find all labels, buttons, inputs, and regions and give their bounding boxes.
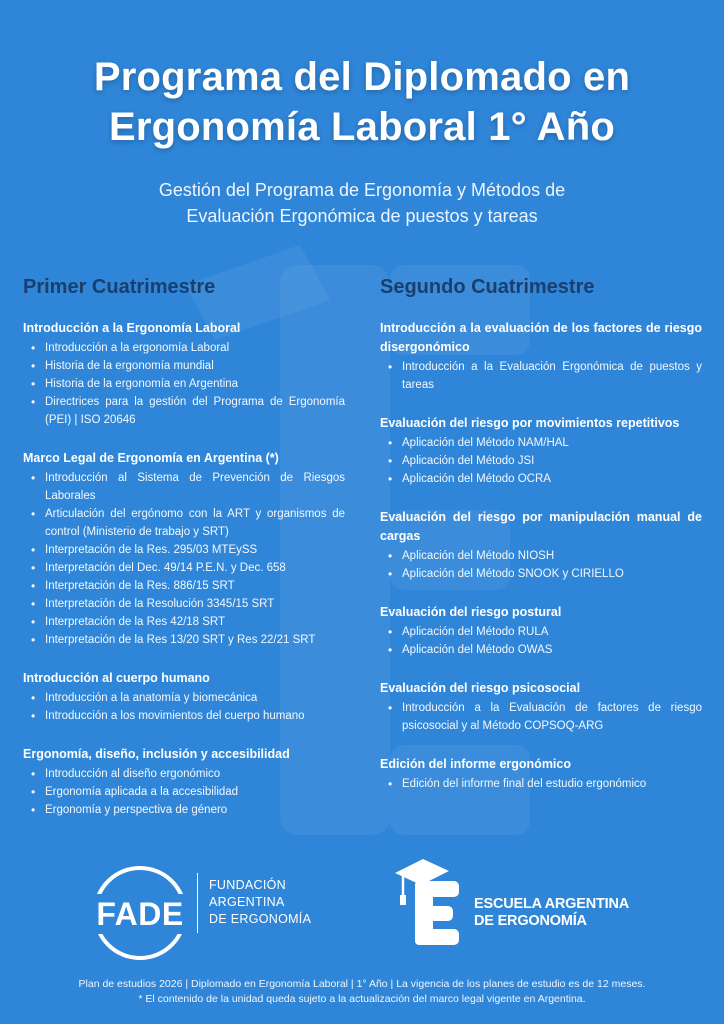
topic-list — [380, 623, 702, 659]
list-item: • Aplicación del Método JSI — [380, 452, 702, 470]
list-item: • Aplicación del Método NIOSH — [380, 547, 702, 565]
graduation-cap-e-icon — [393, 857, 465, 949]
logo-divider — [197, 873, 198, 933]
subtitle-line-2: Evaluación Ergonómica de puestos y tareas — [186, 206, 538, 226]
footer-line-2: * El contenido de la unidad queda sujeto a la actualización del marco legal vigente en Argentina. — [138, 993, 586, 1005]
list-item: • Interpretación de la Res 42/18 SRT — [23, 613, 345, 631]
fade-logo — [90, 858, 200, 968]
list-item: • Aplicación del Método OWAS — [380, 641, 702, 659]
section-manipulacion-cargas — [380, 508, 702, 583]
list-item: • Aplicación del Método RULA — [380, 623, 702, 641]
first-semester-heading: Primer Cuatrimestre — [23, 276, 216, 298]
list-item: • Interpretación de la Res. 295/03 MTEySS — [23, 541, 345, 559]
list-item: • Aplicación del Método OCRA — [380, 470, 702, 488]
section-factores-riesgo — [380, 319, 702, 394]
topic-list — [23, 469, 345, 649]
list-item: • Historia de la ergonomía en Argentina — [23, 375, 345, 393]
section-movimientos-repetitivos — [380, 414, 702, 488]
fade-name-line: ARGENTINA — [209, 895, 285, 909]
first-semester-column — [23, 275, 345, 839]
second-semester-heading: Segundo Cuatrimestre — [380, 276, 595, 298]
list-item: • Ergonomía y perspectiva de género — [23, 801, 345, 819]
escuela-name — [474, 896, 629, 930]
topic-list — [23, 339, 345, 429]
section-marco-legal — [23, 449, 345, 649]
list-item: • Directrices para la gestión del Programa de Ergonomía (PEI) | ISO 20646 — [23, 393, 345, 429]
title-line-1: Programa del Diplomado en — [93, 55, 631, 99]
section-intro-ergonomia — [23, 319, 345, 429]
list-item: • Introducción a los movimientos del cuerpo humano — [23, 707, 345, 725]
topic-list — [380, 358, 702, 394]
fade-name-line: FUNDACIÓN — [209, 878, 287, 892]
section-title: Evaluación del riesgo psicosocial — [380, 681, 581, 695]
section-diseno-inclusion — [23, 745, 345, 819]
list-item: • Introducción a la ergonomía Laboral — [23, 339, 345, 357]
topic-list — [380, 775, 702, 793]
section-title: Evaluación del riesgo por manipulación manual de cargas — [380, 510, 702, 543]
list-item: • Introducción a la Evaluación de factores de riesgo psicosocial y al Método COPSOQ-ARG — [380, 699, 702, 735]
list-item: • Interpretación de la Res. 886/15 SRT — [23, 577, 345, 595]
list-item: • Introducción a la Evaluación Ergonómica de puestos y tareas — [380, 358, 702, 394]
section-title: Ergonomía, diseño, inclusión y accesibilidad — [23, 747, 290, 761]
list-item: • Introducción al diseño ergonómico — [23, 765, 345, 783]
footer-notes — [0, 977, 724, 1007]
section-title: Introducción a la evaluación de los factores de riesgo disergonómico — [380, 321, 702, 354]
list-item: • Edición del informe final del estudio ergonómico — [380, 775, 702, 793]
list-item: • Ergonomía aplicada a la accesibilidad — [23, 783, 345, 801]
second-semester-column — [380, 275, 702, 813]
escuela-name-line: ESCUELA ARGENTINA — [474, 896, 630, 912]
section-riesgo-psicosocial — [380, 679, 702, 735]
list-item: • Aplicación del Método SNOOK y CIRIELLO — [380, 565, 702, 583]
list-item: • Aplicación del Método NAM/HAL — [380, 434, 702, 452]
escuela-name-line: DE ERGONOMÍA — [474, 913, 587, 929]
list-item: • Articulación del ergónomo con la ART y organismos de control (Ministerio de trabajo y SRT) — [23, 505, 345, 541]
section-title: Evaluación del riesgo por movimientos repetitivos — [380, 416, 680, 430]
list-item: • Introducción a la anatomía y biomecánica — [23, 689, 345, 707]
section-riesgo-postural — [380, 603, 702, 659]
section-cuerpo-humano — [23, 669, 345, 725]
title-line-2: Ergonomía Laboral 1° Año — [108, 105, 616, 149]
list-item: • Interpretación del Dec. 49/14 P.E.N. y Dec. 658 — [23, 559, 345, 577]
section-title: Marco Legal de Ergonomía en Argentina (*) — [23, 451, 279, 465]
section-title: Evaluación del riesgo postural — [380, 605, 562, 619]
topic-list — [380, 547, 702, 583]
section-title: Edición del informe ergonómico — [380, 757, 571, 771]
section-informe-ergonomico — [380, 755, 702, 793]
topic-list — [23, 765, 345, 819]
list-item: • Interpretación de la Resolución 3345/15 SRT — [23, 595, 345, 613]
fade-acronym: FADE — [90, 894, 190, 934]
fade-name-line: DE ERGONOMÍA — [209, 912, 312, 926]
list-item: • Introducción al Sistema de Prevención de Riesgos Laborales — [23, 469, 345, 505]
topic-list — [380, 699, 702, 735]
topic-list — [23, 689, 345, 725]
footer-line-1: Plan de estudios 2026 | Diplomado en Ergonomía Laboral | 1° Año | La vigencia de los planes de estudio es de 12 meses. — [78, 978, 646, 990]
list-item: • Historia de la ergonomía mundial — [23, 357, 345, 375]
section-title: Introducción al cuerpo humano — [23, 671, 210, 685]
list-item: • Interpretación de la Res 13/20 SRT y Res 22/21 SRT — [23, 631, 345, 649]
subtitle-line-1: Gestión del Programa de Ergonomía y Métodos de — [158, 180, 566, 200]
section-title: Introducción a la Ergonomía Laboral — [23, 321, 241, 335]
page-subtitle — [0, 177, 724, 229]
topic-list — [380, 434, 702, 488]
page-title — [0, 52, 724, 152]
fade-full-name — [209, 877, 311, 928]
